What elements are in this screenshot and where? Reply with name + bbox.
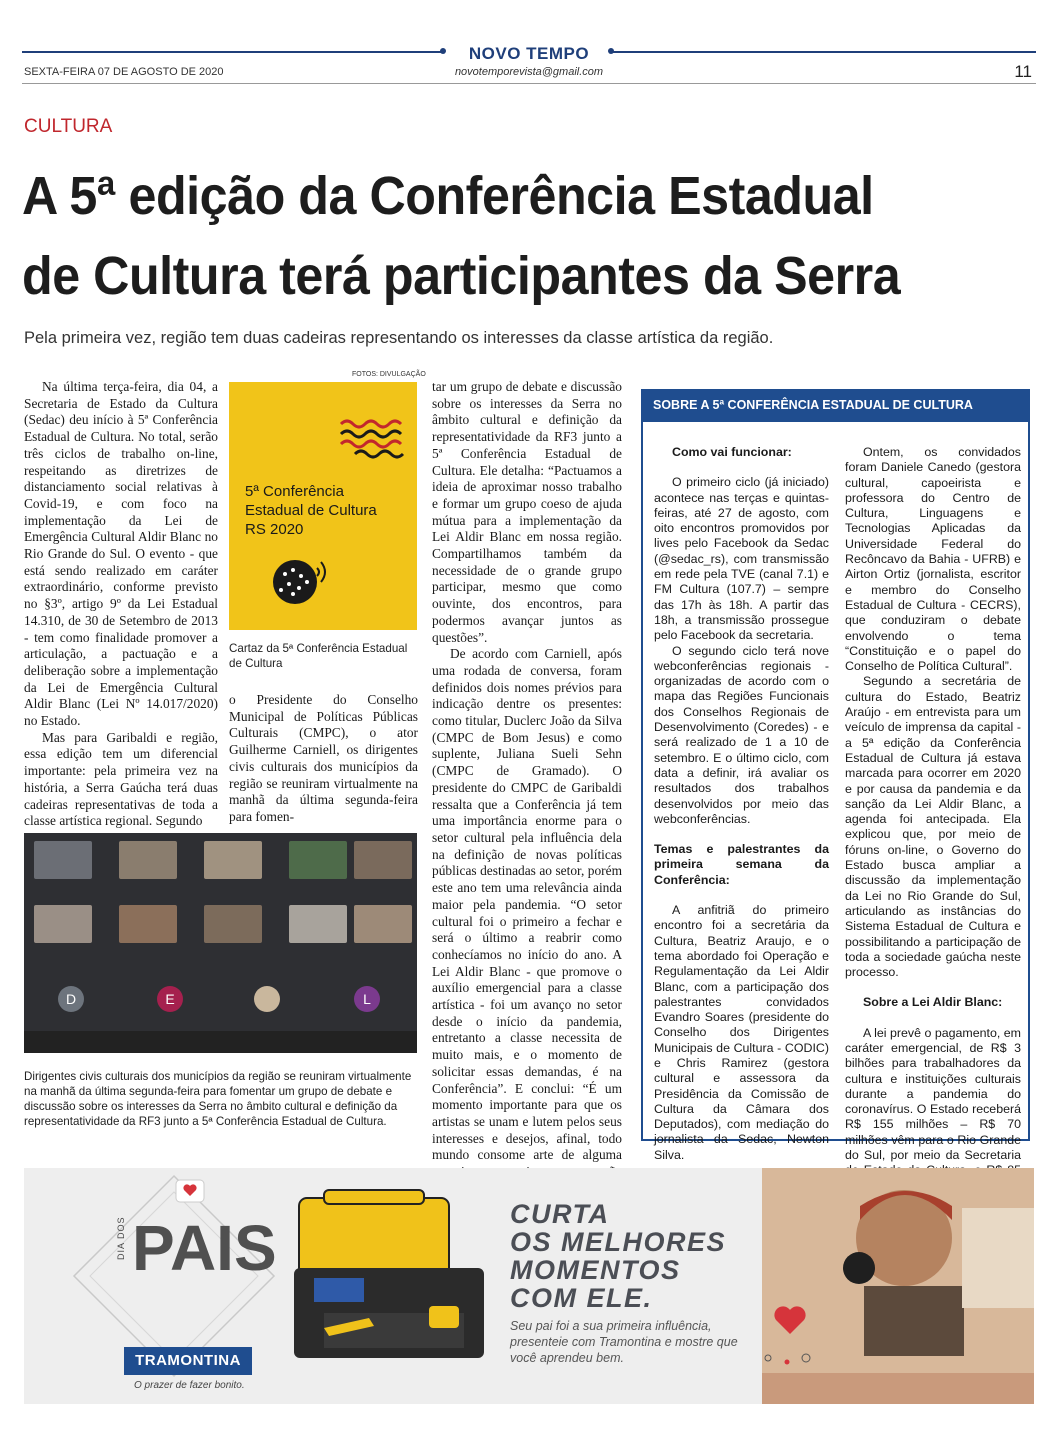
ad-headline-line: OS MELHORES: [510, 1227, 727, 1257]
article-column-3: [432, 379, 622, 1197]
poster-caption: Cartaz da 5ª Conferência Estadual de Cultura: [229, 642, 408, 670]
article-column-1: [24, 379, 218, 830]
headline-line-1: A 5ª edição da Conferência Estadual: [22, 166, 874, 226]
masthead-title: NOVO TEMPO: [468, 44, 590, 63]
info-heading: Temas e palestrantes da primeira semana da Conferência:: [654, 842, 829, 887]
participant-tile: [204, 905, 262, 943]
participant-tile: [119, 841, 177, 879]
article-column-2: [229, 692, 418, 826]
header-divider: [22, 83, 1036, 84]
info-box-column-left: [654, 445, 829, 1163]
info-paragraph: O segundo ciclo terá nove webconferências regionais - organizadas de acordo com o mapa das Regiões Funcionais dos Conselhos Regionais de Desenvolvimento (Coredes) - e será realizado de 1 a 10 de setembro. E o último ciclo, com data a definir, irá avaliar os resultados dos trabalhos desenvolvidos por meio das webconferências.: [654, 643, 829, 826]
headline-line-2: de Cultura terá participantes da Serra: [22, 246, 901, 306]
info-heading: Como vai funcionar:: [672, 445, 792, 459]
paragraph: Na última terça-feira, dia 04, a Secretaria de Estado da Cultura (Sedac) deu início à 5ª Conferência Estadual de Cultura. No total, serão três ciclos de trabalho on-line, respeitando as diretrizes de distanciamento social relativas à Covid-19, e com foco na implementação da Lei de Emergência Cultural Aldir Blanc no Rio Grande do Sul. O evento - que está sendo realizado em caráter extraordinário, conforme previsto no §3º, artigo 9º da Lei Estadual 14.310, de 30 de Setembro de 2013 - tem como finalidade promover a articulação, a pactuação e a deliberação sobre a implementação da Lei de Emergência Cultural Aldir Blanc (Lei Nº 14.017/2020) no Estado.: [24, 379, 218, 729]
issue-date: SEXTA-FEIRA 07 DE AGOSTO DE 2020: [24, 66, 224, 78]
avatar: L: [354, 986, 380, 1012]
subhead: Pela primeira vez, região tem duas cadeiras representando os interesses da classe artística da região.: [24, 329, 774, 347]
participant-tile: [34, 841, 92, 879]
participant-tile: [289, 905, 347, 943]
info-paragraph: O primeiro ciclo (já iniciado) acontece nas terças e quintas-feiras, até 27 de agosto, com oito encontros promovidos por lives pelo Facebook da Sedac (@sedac_rs), com transmissão em rede pela TVE (canal 7.1) e FM Cultura (107.7) – sempre das 17h às 18h. A partir das 18h, a transmissão prossegue pelo Facebook da secretaria.: [654, 475, 829, 643]
info-paragraph: Segundo a secretária de cultura do Estado, Beatriz Araújo - em entrevista para um veículo de imprensa da capital - a 5ª edição da Conferência Estadual de Cultura já estava marcada para ocorrer em 2020 e por causa da pandemia e da sanção da Lei Aldir Blanc, a agenda foi antecipada. Ela explicou que, por meio de fóruns on-line, o Governo do Estado busca ampliar a discussão da implementação da Lei no Rio Grande do Sul, articulando as instâncias do Sistema Estadual de Cultura e possibilitando a participação de toda a sociedade gaúcha neste processo.: [845, 674, 1021, 980]
video-toolbar: [24, 1031, 417, 1053]
poster-line-1: 5ª Conferência: [245, 483, 344, 500]
avatar: D: [58, 986, 84, 1012]
ad-body-text: Seu pai foi a sua primeira influência, presenteie com Tramontina e mostre que você aprendeu bem.: [510, 1319, 738, 1365]
poster-line-2: Estadual de Cultura: [245, 502, 377, 519]
photo-credit: FOTOS: DIVULGAÇÃO: [352, 371, 426, 378]
poster-title: [245, 482, 377, 539]
video-caption: Dirigentes civis culturais dos municípios da região se reuniram virtualmente na manhã da última segunda-feira para fomentar um grupo de debate e discussão sobre os interesses da Serra no âmbito cultural e definição da representatividade da RF3 junto a 5ª Conferência Estadual de Cultura.: [24, 1070, 412, 1128]
participant-tile: [354, 905, 412, 943]
section-label: CULTURA: [24, 116, 113, 137]
ad-logo-small: DIA DOS: [116, 1216, 126, 1260]
headline: [22, 156, 971, 316]
masthead-email: novotemporevista@gmail.com: [454, 66, 604, 78]
info-paragraph: A lei prevê o pagamento, em caráter emergencial, de R$ 3 bilhões para trabalhadores da cultura e instituições culturais durante a pandemia do coronavírus. O Estado receberá R$ 155 milhões – R$ 70 milhões vêm para o Rio Grande do Sul, por meio da Secretaria: [845, 1025, 1021, 1163]
paragraph: o Presidente do Conselho Municipal de Políticas Públicas Culturais (CMPC), o ator Guilherme Carniell, os dirigentes civis culturais dos municípios da região se reuniram virtualmente na manhã da última segunda-feira para fomen-: [229, 692, 418, 824]
participant-tile: [289, 841, 347, 879]
page-number: 11: [1014, 62, 1032, 81]
participant-tile: [119, 905, 177, 943]
participant-tile: [204, 841, 262, 879]
video-conference-photo: [24, 833, 417, 1053]
info-heading: Sobre a Lei Aldir Blanc:: [863, 995, 1003, 1010]
paragraph: Mas para Garibaldi e região, essa edição tem um diferencial importante: pela primeira vez na história, a Serra Gaúcha terá duas cadeiras representativas de toda a classe artística regional. Segundo: [24, 729, 218, 829]
participant-tile: [34, 905, 92, 943]
ad-headline: [510, 1200, 726, 1312]
ad-headline-line: COM ELE.: [510, 1283, 653, 1313]
conference-poster: [229, 382, 417, 630]
avatar: E: [157, 986, 183, 1012]
ad-headline-line: MOMENTOS: [510, 1255, 681, 1285]
info-box-title: SOBRE A 5ª CONFERÊNCIA ESTADUAL DE CULTURA: [641, 389, 1030, 422]
info-paragraph: Ontem, os convidados foram Daniele Canedo (gestora cultural, capoeirista e professora do Centro de Cultura, Linguagens e Tecnologias Aplicadas da Universidade Federal do Recôncavo da Bahia - UFRB) e Airton Ortiz (jornalista, escritor e membro do Conselho Estadual de Cultura - CECRS), que conduziram o debate envolvendo o tema “Constituição e o papel do Conselho de Política Cultural”.: [845, 445, 1021, 674]
poster-line-3: RS 2020: [245, 521, 304, 538]
ad-headline-line: CURTA: [510, 1199, 610, 1229]
info-box-column-right: [845, 445, 1021, 1209]
info-paragraph: A anfitriã do primeiro encontro foi a secretária da Cultura, Beatriz Araujo, e o tema abordado foi Operação e Regulamentação da Lei Aldir Blanc, com a participação dos palestrantes convidados Evandro Soares (presidente do Conselho dos Dirigentes Municipais de Cultura - CODIC) e Chris Ramirez (gestora cultural e assessora da Presidência da Comissão de Cultura da Câmara dos Deputados), com mediação do jornalista da Sedac, Newton Silva.: [654, 903, 829, 1162]
avatar: [254, 986, 280, 1012]
ad-logo-big: PAIS: [132, 1212, 277, 1284]
ad-slogan: O prazer de fazer bonito.: [134, 1380, 245, 1391]
paragraph: De acordo com Carniell, após uma rodada de conversa, foram definidos dois nomes prévios para indicação dentre os presentes: como titular, Duclerc João da Silva (CMPC de Bom Jesus) e como suplente, Juliana Sueli Sehn (CMPC de Gramado). O presidente do CMPC de Garibaldi ressalta que a Conferência já tem uma importância enorme para o setor cultural pela influência dela na definição de novas políticas públicas destinadas ao setor, porém este ano tem uma relevância ainda maior pela pandemia. “O setor cultural foi o primeiro a fechar e será o último a reabrir como conhecíamos no início do ano. A Lei Aldir Blanc - que promove o auxílio emergencial para a classe artística - foi um avanço no setor desde o início da pandemia, entretanto a classe necessita de muito mais, e o momento de solicitar essas demandas, é na Conferência”. E conclui: “É um momento importante para que os artistas se unam e lutem pelos seus interesses e desejos, afinal, todo mundo consome arte de alguma: [432, 646, 622, 1163]
participant-tile: [354, 841, 412, 879]
tramontina-logo: TRAMONTINA: [124, 1347, 252, 1375]
paragraph: tar um grupo de debate e discussão sobre os interesses da Serra no âmbito cultural e definição da representatividade da RF3 junto a 5ª Conferência Estadual de Cultura. Ele detalha: “Pactuamos a ideia de aproximar nosso trabalho e formar um grupo coeso de ajuda mútua para a implementação da Lei Aldir Blanc em nossa região. Compartilhamos também da necessidade de o grande grupo participar, mesmo que como ouvinte, dos encontros, para podermos avançar juntos as questões”.: [432, 379, 622, 645]
